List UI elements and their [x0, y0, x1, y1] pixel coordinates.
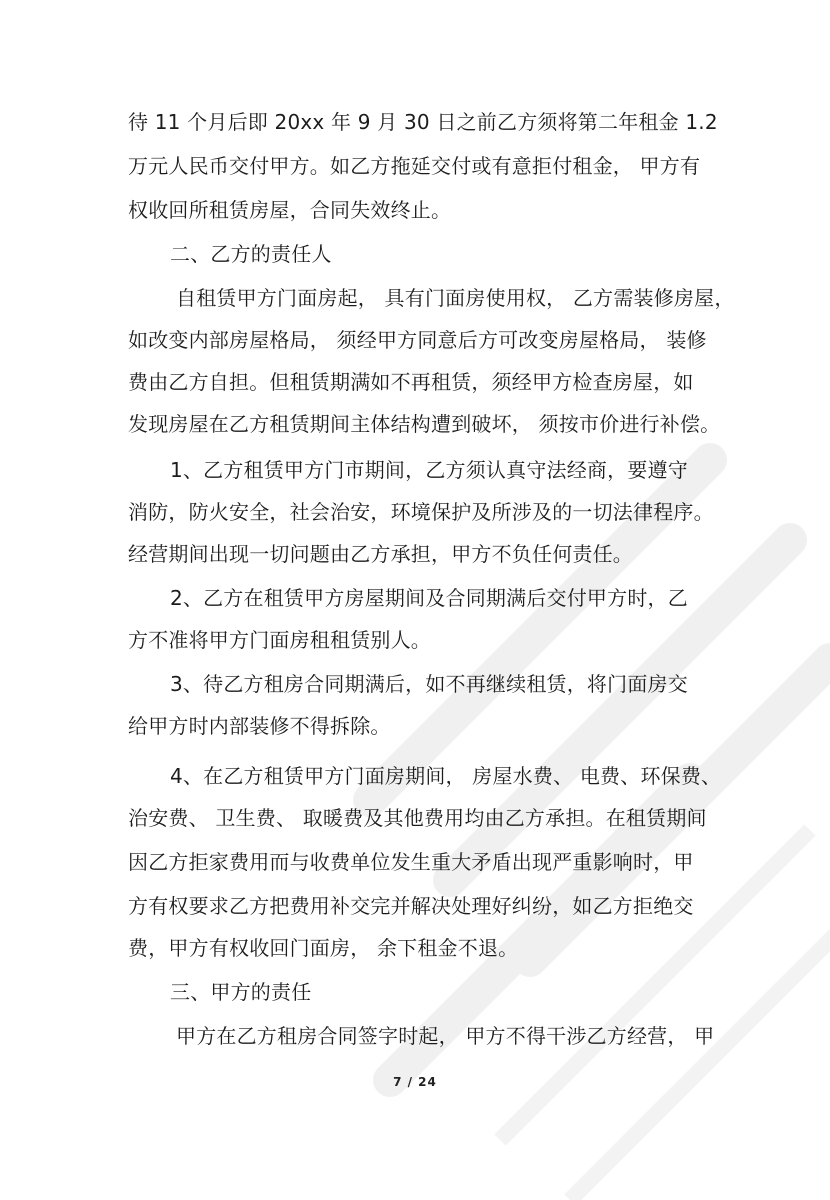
section-heading: 三、甲方的责任 [170, 980, 312, 1004]
paragraph-line: 消防，防火安全，社会治安，环境保护及所涉及的一切法律程序。 [128, 500, 714, 524]
paragraph-line: 甲方在乙方租房合同签字时起， 甲方不得干涉乙方经营， 甲 [176, 1024, 715, 1048]
paragraph-line: 自租赁甲方门面房起， 具有门面房使用权， 乙方需装修房屋， [176, 286, 735, 310]
paragraph-line: 经营期间出现一切问题由乙方承担，甲方不负任何责任。 [128, 542, 633, 566]
paragraph-line: 如改变内部房屋格局， 须经甲方同意后方可改变房屋格局， 装修 [128, 328, 707, 352]
paragraph-line: 发现房屋在乙方租赁期间主体结构遭到破坏， 须按市价进行补偿。 [128, 412, 721, 436]
paragraph-line: 方有权要求乙方把费用补交完并解决处理好纠纷，如乙方拒绝交 [128, 894, 694, 918]
paragraph-line: 2、乙方在租赁甲方房屋期间及合同期满后交付甲方时，乙 [170, 586, 688, 610]
paragraph-line: 给甲方时内部装修不得拆除。 [128, 714, 391, 738]
paragraph-line: 4、在乙方租赁甲方门面房期间， 房屋水费、 电费、环保费、 [170, 764, 722, 788]
paragraph-line: 费由乙方自担。但租赁期满如不再租赁，须经甲方检查房屋，如 [128, 370, 694, 394]
paragraph-line: 3、待乙方租房合同期满后，如不再继续租赁，将门面房交 [170, 672, 688, 696]
paragraph-line: 万元人民币交付甲方。如乙方拖延交付或有意拒付租金， 甲方有 [128, 154, 701, 178]
paragraph-line: 治安费、 卫生费、 取暖费及其他费用均由乙方承担。在租赁期间 [128, 806, 707, 830]
section-heading: 二、乙方的责任人 [170, 242, 332, 266]
paragraph-line: 待 11 个月后即 20xx 年 9 月 30 日之前乙方须将第二年租金 1.2 [128, 110, 718, 134]
paragraph-line: 方不准将甲方门面房租租赁别人。 [128, 628, 431, 652]
paragraph-line: 1、乙方租赁甲方门市期间，乙方须认真守法经商，要遵守 [170, 458, 688, 482]
paragraph-line: 因乙方拒家费用而与收费单位发生重大矛盾出现严重影响时，甲 [128, 850, 694, 874]
paragraph-line: 费，甲方有权收回门面房， 余下租金不退。 [128, 936, 519, 960]
page-number: 7 / 24 [393, 1075, 437, 1089]
paragraph-line: 权收回所租赁房屋，合同失效终止。 [128, 198, 452, 222]
